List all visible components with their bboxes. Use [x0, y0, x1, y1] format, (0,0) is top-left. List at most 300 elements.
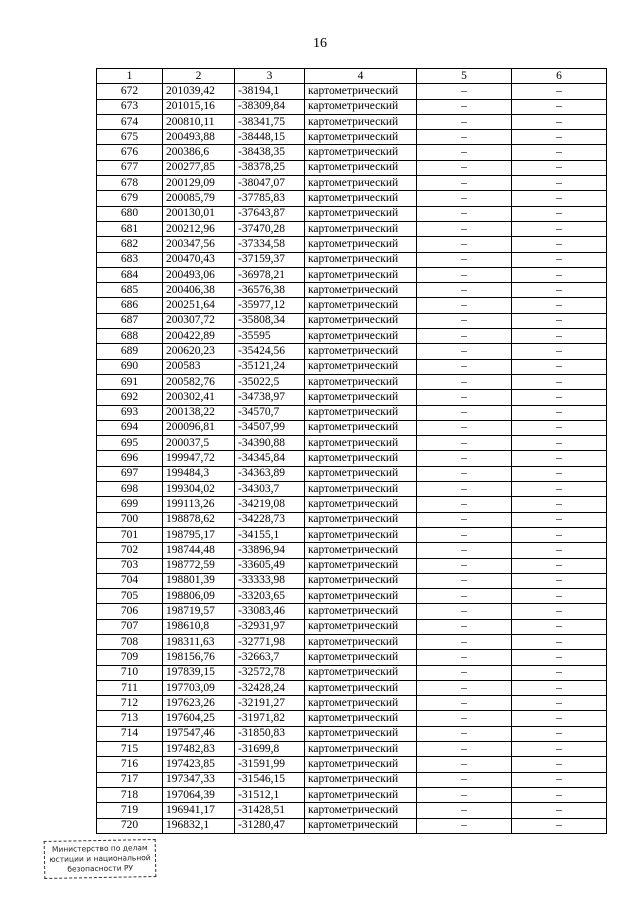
table-row — [97, 818, 607, 833]
method-cell: картометрический — [305, 772, 417, 787]
method-cell: картометрический — [305, 543, 417, 558]
method-cell: картометрический — [305, 99, 417, 114]
method-cell: картометрический — [305, 726, 417, 741]
method-cell: картометрический — [305, 359, 417, 374]
point-number-cell: 694 — [97, 420, 163, 435]
column-5-cell: – — [417, 405, 512, 420]
method-cell: картометрический — [305, 711, 417, 726]
table-row — [97, 696, 607, 711]
column-5-cell: – — [417, 191, 512, 206]
point-number-cell: 705 — [97, 589, 163, 604]
point-number-cell: 672 — [97, 84, 163, 99]
table-row — [97, 267, 607, 282]
method-cell: картометрический — [305, 527, 417, 542]
column-6-cell: – — [512, 543, 607, 558]
column-6-cell: – — [512, 558, 607, 573]
column-5-cell: – — [417, 696, 512, 711]
method-cell: картометрический — [305, 191, 417, 206]
column-5-cell: – — [417, 390, 512, 405]
y-coordinate-cell: -31699,8 — [235, 742, 305, 757]
column-6-cell: – — [512, 176, 607, 191]
table-row — [97, 772, 607, 787]
method-cell: картометрический — [305, 329, 417, 344]
method-cell: картометрический — [305, 589, 417, 604]
point-number-cell: 679 — [97, 191, 163, 206]
column-6-cell: – — [512, 344, 607, 359]
column-6-cell: – — [512, 482, 607, 497]
table-row — [97, 604, 607, 619]
y-coordinate-cell: -38438,35 — [235, 145, 305, 160]
column-5-cell: – — [417, 543, 512, 558]
method-cell: картометрический — [305, 114, 417, 129]
method-cell: картометрический — [305, 650, 417, 665]
column-5-cell: – — [417, 344, 512, 359]
y-coordinate-cell: -35121,24 — [235, 359, 305, 374]
table-row — [97, 374, 607, 389]
column-6-cell: – — [512, 619, 607, 634]
column-5-cell: – — [417, 634, 512, 649]
point-number-cell: 690 — [97, 359, 163, 374]
column-6-cell: – — [512, 512, 607, 527]
method-cell: картометрический — [305, 757, 417, 772]
column-6-cell: – — [512, 145, 607, 160]
x-coordinate-cell: 201039,42 — [163, 84, 235, 99]
point-number-cell: 708 — [97, 634, 163, 649]
method-cell: картометрический — [305, 237, 417, 252]
point-number-cell: 698 — [97, 482, 163, 497]
table-row — [97, 451, 607, 466]
y-coordinate-cell: -31591,99 — [235, 757, 305, 772]
column-header: 2 — [163, 69, 235, 84]
table-row — [97, 329, 607, 344]
table-row — [97, 634, 607, 649]
point-number-cell: 689 — [97, 344, 163, 359]
column-5-cell: – — [417, 130, 512, 145]
point-number-cell: 703 — [97, 558, 163, 573]
y-coordinate-cell: -33896,94 — [235, 543, 305, 558]
x-coordinate-cell: 200129,09 — [163, 176, 235, 191]
column-5-cell: – — [417, 374, 512, 389]
point-number-cell: 706 — [97, 604, 163, 619]
x-coordinate-cell: 197604,25 — [163, 711, 235, 726]
point-number-cell: 675 — [97, 130, 163, 145]
method-cell: картометрический — [305, 267, 417, 282]
column-5-cell: – — [417, 466, 512, 481]
column-5-cell: – — [417, 497, 512, 512]
x-coordinate-cell: 197703,09 — [163, 680, 235, 695]
column-5-cell: – — [417, 359, 512, 374]
y-coordinate-cell: -35424,56 — [235, 344, 305, 359]
x-coordinate-cell: 196832,1 — [163, 818, 235, 833]
point-number-cell: 700 — [97, 512, 163, 527]
column-5-cell: – — [417, 313, 512, 328]
x-coordinate-cell: 198311,63 — [163, 634, 235, 649]
stamp-line: Министерство по делам — [51, 843, 148, 854]
point-number-cell: 692 — [97, 390, 163, 405]
column-5-cell: – — [417, 160, 512, 175]
table-row — [97, 99, 607, 114]
x-coordinate-cell: 198744,48 — [163, 543, 235, 558]
x-coordinate-cell: 200493,06 — [163, 267, 235, 282]
y-coordinate-cell: -35595 — [235, 329, 305, 344]
column-6-cell: – — [512, 405, 607, 420]
column-6-cell: – — [512, 221, 607, 236]
column-6-cell: – — [512, 604, 607, 619]
column-header: 4 — [305, 69, 417, 84]
column-6-cell: – — [512, 84, 607, 99]
column-5-cell: – — [417, 99, 512, 114]
point-number-cell: 702 — [97, 543, 163, 558]
y-coordinate-cell: -31850,83 — [235, 726, 305, 741]
column-6-cell: – — [512, 803, 607, 818]
x-coordinate-cell: 198801,39 — [163, 573, 235, 588]
table-row — [97, 527, 607, 542]
x-coordinate-cell: 200406,38 — [163, 283, 235, 298]
column-5-cell: – — [417, 742, 512, 757]
x-coordinate-cell: 200277,85 — [163, 160, 235, 175]
y-coordinate-cell: -36576,38 — [235, 283, 305, 298]
y-coordinate-cell: -37334,58 — [235, 237, 305, 252]
column-6-cell: – — [512, 267, 607, 282]
point-number-cell: 681 — [97, 221, 163, 236]
x-coordinate-cell: 199484,3 — [163, 466, 235, 481]
method-cell: картометрический — [305, 451, 417, 466]
method-cell: картометрический — [305, 573, 417, 588]
point-number-cell: 691 — [97, 374, 163, 389]
table-row — [97, 405, 607, 420]
method-cell: картометрический — [305, 283, 417, 298]
point-number-cell: 709 — [97, 650, 163, 665]
column-5-cell: – — [417, 267, 512, 282]
method-cell: картометрический — [305, 497, 417, 512]
column-5-cell: – — [417, 757, 512, 772]
x-coordinate-cell: 198806,09 — [163, 589, 235, 604]
y-coordinate-cell: -31546,15 — [235, 772, 305, 787]
x-coordinate-cell: 199113,26 — [163, 497, 235, 512]
column-6-cell: – — [512, 650, 607, 665]
y-coordinate-cell: -31512,1 — [235, 787, 305, 802]
table-row — [97, 619, 607, 634]
column-5-cell: – — [417, 726, 512, 741]
method-cell: картометрический — [305, 176, 417, 191]
point-number-cell: 712 — [97, 696, 163, 711]
point-number-cell: 673 — [97, 99, 163, 114]
column-5-cell: – — [417, 527, 512, 542]
y-coordinate-cell: -33083,46 — [235, 604, 305, 619]
table-row — [97, 84, 607, 99]
method-cell: картометрический — [305, 221, 417, 236]
y-coordinate-cell: -38378,25 — [235, 160, 305, 175]
y-coordinate-cell: -34363,89 — [235, 466, 305, 481]
y-coordinate-cell: -32191,27 — [235, 696, 305, 711]
x-coordinate-cell: 198772,59 — [163, 558, 235, 573]
point-number-cell: 676 — [97, 145, 163, 160]
y-coordinate-cell: -31280,47 — [235, 818, 305, 833]
x-coordinate-cell: 197064,39 — [163, 787, 235, 802]
point-number-cell: 717 — [97, 772, 163, 787]
table-row — [97, 787, 607, 802]
table-row — [97, 512, 607, 527]
table-row — [97, 390, 607, 405]
x-coordinate-cell: 200582,76 — [163, 374, 235, 389]
point-number-cell: 704 — [97, 573, 163, 588]
column-5-cell: – — [417, 145, 512, 160]
y-coordinate-cell: -38309,84 — [235, 99, 305, 114]
y-coordinate-cell: -31971,82 — [235, 711, 305, 726]
column-6-cell: – — [512, 359, 607, 374]
x-coordinate-cell: 199947,72 — [163, 451, 235, 466]
column-6-cell: – — [512, 696, 607, 711]
y-coordinate-cell: -36978,21 — [235, 267, 305, 282]
column-6-cell: – — [512, 726, 607, 741]
column-6-cell: – — [512, 757, 607, 772]
column-5-cell: – — [417, 680, 512, 695]
column-header: 1 — [97, 69, 163, 84]
point-number-cell: 680 — [97, 206, 163, 221]
point-number-cell: 720 — [97, 818, 163, 833]
method-cell: картометрический — [305, 803, 417, 818]
y-coordinate-cell: -38341,75 — [235, 114, 305, 129]
column-5-cell: – — [417, 176, 512, 191]
y-coordinate-cell: -34228,73 — [235, 512, 305, 527]
column-6-cell: – — [512, 374, 607, 389]
table-row — [97, 436, 607, 451]
method-cell: картометрический — [305, 390, 417, 405]
column-6-cell: – — [512, 818, 607, 833]
column-5-cell: – — [417, 451, 512, 466]
table-row — [97, 466, 607, 481]
point-number-cell: 718 — [97, 787, 163, 802]
y-coordinate-cell: -34303,7 — [235, 482, 305, 497]
method-cell: картометрический — [305, 482, 417, 497]
point-number-cell: 677 — [97, 160, 163, 175]
x-coordinate-cell: 201015,16 — [163, 99, 235, 114]
column-6-cell: – — [512, 589, 607, 604]
y-coordinate-cell: -34738,97 — [235, 390, 305, 405]
point-number-cell: 682 — [97, 237, 163, 252]
column-6-cell: – — [512, 313, 607, 328]
column-5-cell: – — [417, 436, 512, 451]
column-6-cell: – — [512, 573, 607, 588]
column-5-cell: – — [417, 803, 512, 818]
column-6-cell: – — [512, 772, 607, 787]
column-5-cell: – — [417, 604, 512, 619]
point-number-cell: 688 — [97, 329, 163, 344]
column-header: 3 — [235, 69, 305, 84]
column-6-cell: – — [512, 420, 607, 435]
method-cell: картометрический — [305, 298, 417, 313]
table-row — [97, 420, 607, 435]
y-coordinate-cell: -33333,98 — [235, 573, 305, 588]
column-header: 5 — [417, 69, 512, 84]
column-6-cell: – — [512, 99, 607, 114]
column-6-cell: – — [512, 436, 607, 451]
y-coordinate-cell: -37159,37 — [235, 252, 305, 267]
table-row — [97, 726, 607, 741]
table-row — [97, 482, 607, 497]
column-6-cell: – — [512, 680, 607, 695]
y-coordinate-cell: -38448,15 — [235, 130, 305, 145]
point-number-cell: 719 — [97, 803, 163, 818]
table-row — [97, 237, 607, 252]
y-coordinate-cell: -35808,34 — [235, 313, 305, 328]
table-row — [97, 252, 607, 267]
table-row — [97, 589, 607, 604]
y-coordinate-cell: -38047,07 — [235, 176, 305, 191]
column-6-cell: – — [512, 451, 607, 466]
y-coordinate-cell: -31428,51 — [235, 803, 305, 818]
column-6-cell: – — [512, 160, 607, 175]
table-row — [97, 680, 607, 695]
method-cell: картометрический — [305, 787, 417, 802]
method-cell: картометрический — [305, 558, 417, 573]
method-cell: картометрический — [305, 252, 417, 267]
table-row — [97, 344, 607, 359]
method-cell: картометрический — [305, 420, 417, 435]
method-cell: картометрический — [305, 374, 417, 389]
column-6-cell: – — [512, 466, 607, 481]
point-number-cell: 674 — [97, 114, 163, 129]
table-row — [97, 665, 607, 680]
point-number-cell: 701 — [97, 527, 163, 542]
method-cell: картометрический — [305, 742, 417, 757]
table-row — [97, 176, 607, 191]
column-6-cell: – — [512, 237, 607, 252]
point-number-cell: 693 — [97, 405, 163, 420]
table-row — [97, 558, 607, 573]
point-number-cell: 714 — [97, 726, 163, 741]
table-row — [97, 803, 607, 818]
x-coordinate-cell: 198719,57 — [163, 604, 235, 619]
table-row — [97, 313, 607, 328]
point-number-cell: 707 — [97, 619, 163, 634]
point-number-cell: 715 — [97, 742, 163, 757]
method-cell: картометрический — [305, 436, 417, 451]
point-number-cell: 699 — [97, 497, 163, 512]
x-coordinate-cell: 200347,56 — [163, 237, 235, 252]
point-number-cell: 684 — [97, 267, 163, 282]
column-6-cell: – — [512, 191, 607, 206]
table-header-row — [97, 69, 607, 84]
column-5-cell: – — [417, 114, 512, 129]
method-cell: картометрический — [305, 405, 417, 420]
y-coordinate-cell: -34219,08 — [235, 497, 305, 512]
column-6-cell: – — [512, 742, 607, 757]
column-5-cell: – — [417, 573, 512, 588]
table-row — [97, 221, 607, 236]
table-row — [97, 742, 607, 757]
column-6-cell: – — [512, 527, 607, 542]
y-coordinate-cell: -37643,87 — [235, 206, 305, 221]
table-row — [97, 191, 607, 206]
column-5-cell: – — [417, 329, 512, 344]
column-6-cell: – — [512, 206, 607, 221]
table-row — [97, 114, 607, 129]
column-5-cell: – — [417, 650, 512, 665]
column-6-cell: – — [512, 497, 607, 512]
x-coordinate-cell: 200096,81 — [163, 420, 235, 435]
table-row — [97, 573, 607, 588]
x-coordinate-cell: 200422,89 — [163, 329, 235, 344]
y-coordinate-cell: -37470,28 — [235, 221, 305, 236]
table-row — [97, 711, 607, 726]
point-number-cell: 695 — [97, 436, 163, 451]
y-coordinate-cell: -33203,65 — [235, 589, 305, 604]
y-coordinate-cell: -34345,84 — [235, 451, 305, 466]
method-cell: картометрический — [305, 130, 417, 145]
table-row — [97, 298, 607, 313]
y-coordinate-cell: -32572,78 — [235, 665, 305, 680]
table-row — [97, 359, 607, 374]
column-5-cell: – — [417, 589, 512, 604]
column-5-cell: – — [417, 558, 512, 573]
column-6-cell: – — [512, 390, 607, 405]
column-6-cell: – — [512, 787, 607, 802]
column-6-cell: – — [512, 283, 607, 298]
table-row — [97, 160, 607, 175]
method-cell: картометрический — [305, 680, 417, 695]
column-5-cell: – — [417, 482, 512, 497]
x-coordinate-cell: 198795,17 — [163, 527, 235, 542]
column-5-cell: – — [417, 619, 512, 634]
column-5-cell: – — [417, 221, 512, 236]
table-row — [97, 650, 607, 665]
column-5-cell: – — [417, 206, 512, 221]
x-coordinate-cell: 200810,11 — [163, 114, 235, 129]
y-coordinate-cell: -34570,7 — [235, 405, 305, 420]
method-cell: картометрический — [305, 665, 417, 680]
column-5-cell: – — [417, 512, 512, 527]
column-6-cell: – — [512, 252, 607, 267]
x-coordinate-cell: 198156,76 — [163, 650, 235, 665]
method-cell: картометрический — [305, 145, 417, 160]
ministry-stamp — [44, 839, 157, 879]
column-6-cell: – — [512, 298, 607, 313]
x-coordinate-cell: 198878,62 — [163, 512, 235, 527]
x-coordinate-cell: 196941,17 — [163, 803, 235, 818]
x-coordinate-cell: 197347,33 — [163, 772, 235, 787]
y-coordinate-cell: -37785,83 — [235, 191, 305, 206]
column-header: 6 — [512, 69, 607, 84]
column-5-cell: – — [417, 772, 512, 787]
y-coordinate-cell: -38194,1 — [235, 84, 305, 99]
page-number: 16 — [313, 36, 327, 51]
column-5-cell: – — [417, 665, 512, 680]
x-coordinate-cell: 200307,72 — [163, 313, 235, 328]
point-number-cell: 678 — [97, 176, 163, 191]
column-5-cell: – — [417, 298, 512, 313]
method-cell: картометрический — [305, 619, 417, 634]
column-6-cell: – — [512, 634, 607, 649]
x-coordinate-cell: 197547,46 — [163, 726, 235, 741]
x-coordinate-cell: 200212,96 — [163, 221, 235, 236]
method-cell: картометрический — [305, 84, 417, 99]
y-coordinate-cell: -32663,7 — [235, 650, 305, 665]
x-coordinate-cell: 197423,85 — [163, 757, 235, 772]
method-cell: картометрический — [305, 512, 417, 527]
y-coordinate-cell: -32771,98 — [235, 634, 305, 649]
method-cell: картометрический — [305, 634, 417, 649]
method-cell: картометрический — [305, 344, 417, 359]
column-5-cell: – — [417, 420, 512, 435]
table-row — [97, 757, 607, 772]
x-coordinate-cell: 200138,22 — [163, 405, 235, 420]
column-6-cell: – — [512, 665, 607, 680]
y-coordinate-cell: -35977,12 — [235, 298, 305, 313]
y-coordinate-cell: -35022,5 — [235, 374, 305, 389]
table-body — [97, 84, 607, 834]
point-number-cell: 710 — [97, 665, 163, 680]
